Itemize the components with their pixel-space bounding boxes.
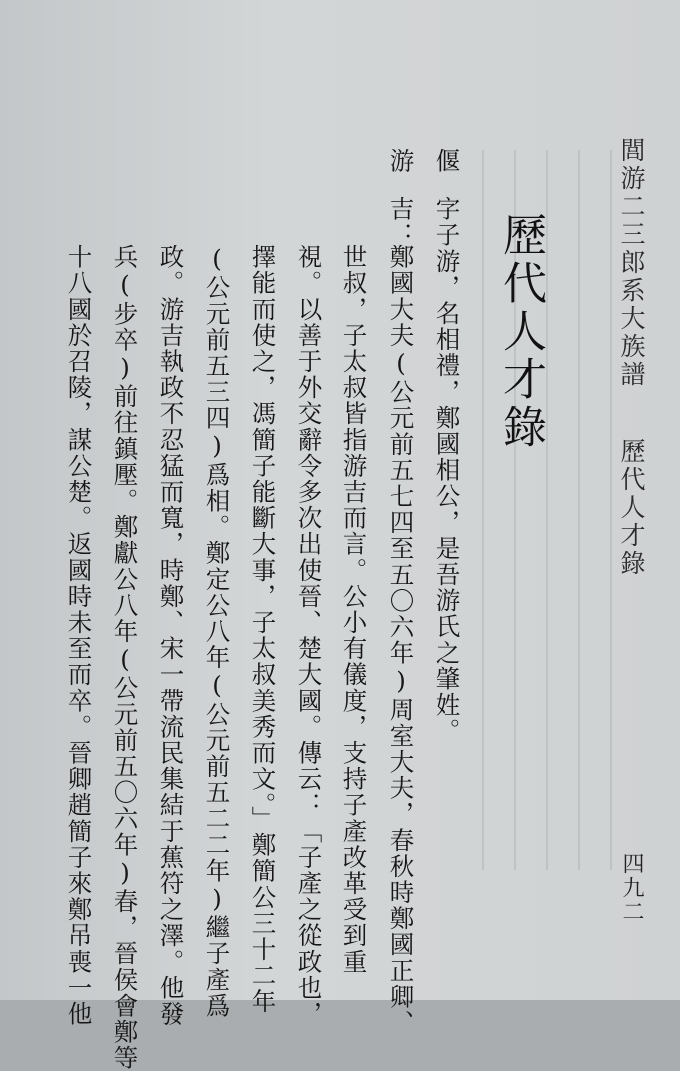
text-line-9: 十八國於召陵，謀公楚。返國時未至而卒。晉卿趙簡子來鄭吊喪一他 <box>64 244 94 1027</box>
text-line-1: 字子游，名相禮，鄭國相公，是吾游氏之肇姓。 <box>432 196 462 745</box>
entry-name: 偃 <box>432 148 462 175</box>
text-line-4: 視。以善于外交辭令多次出使晉、楚大國。傳云：「子產之從政也， <box>294 244 324 1027</box>
page-number: 四九二 <box>619 852 644 924</box>
entry2-name: 游 <box>386 148 416 175</box>
text-line-3: 世叔，子太叔皆指游吉而言。公小有儀度，支持子產改革受到重 <box>339 244 369 975</box>
text-line-5: 擇能而使之，馮簡子能斷大事，子太叔美秀而文。」鄭簡公三十二年 <box>248 244 278 1015</box>
text-line-6: (公元前五三四)爲相。鄭定公八年(公元前五二二年)繼子產爲 <box>202 244 232 1019</box>
text-line-2: 鄭國大夫(公元前五七四至五〇六年)周室大夫，春秋時鄭國正卿、 <box>386 244 416 1036</box>
page-heading: 歷代人才錄 <box>495 212 546 452</box>
running-header-book-title: 閭游二三郎系大族譜 <box>617 137 646 389</box>
running-header-section: 歷代人才錄 <box>617 438 646 578</box>
text-line-7: 政。游吉執政不忍猛而寬，時鄭、宋一帶流民集結于蕉符之澤。他發 <box>156 244 186 1027</box>
text-line-8: 兵(步卒)前往鎮壓。鄭獻公八年(公元前五〇六年)春，晉侯會鄭等 <box>110 244 140 1071</box>
text-line-2a: 吉： <box>386 196 416 249</box>
